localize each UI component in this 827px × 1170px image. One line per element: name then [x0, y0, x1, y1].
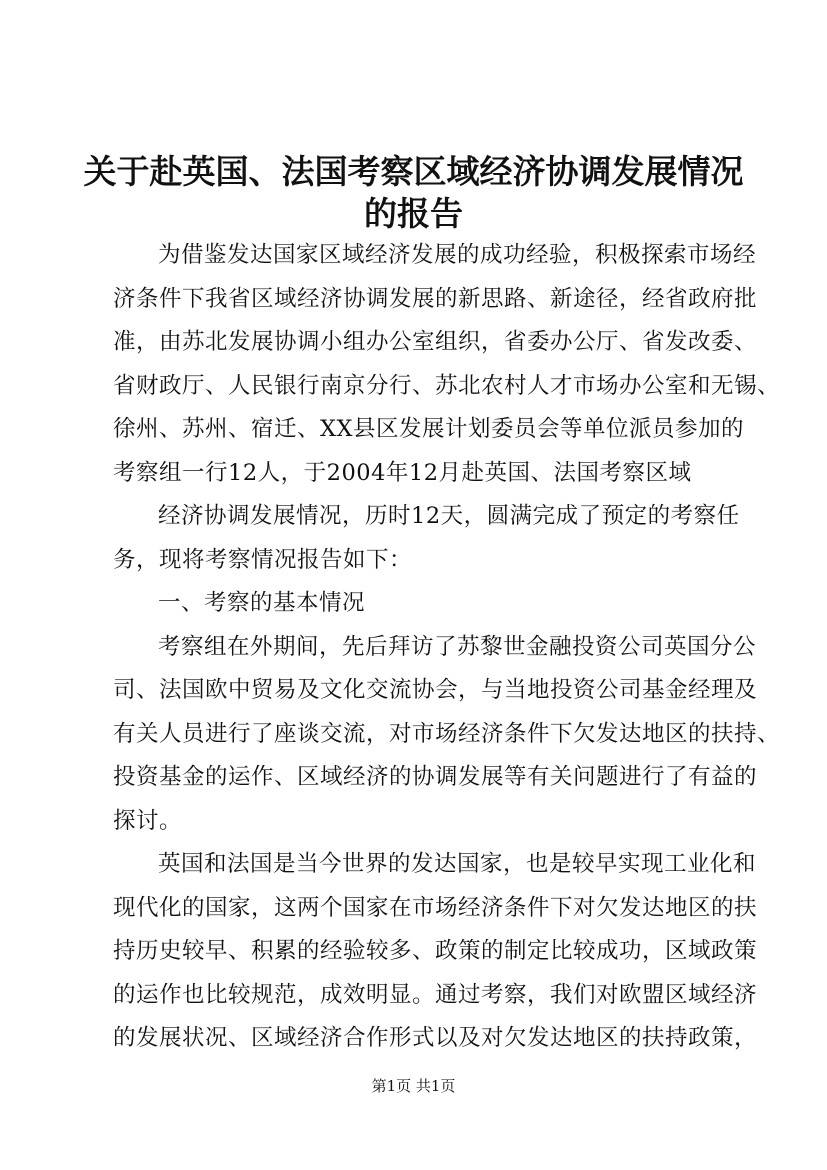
paragraph-line: 准，由苏北发展协调小组办公室组织，省委办公厅、省发改委、	[113, 329, 758, 355]
document-title-line-1: 关于赴英国、法国考察区域经济协调发展情况	[83, 152, 744, 191]
paragraph-line: 投资基金的运作、区域经济的协调发展等有关问题进行了有益的	[113, 764, 758, 790]
paragraph-line: 现代化的国家，这两个国家在市场经济条件下对欠发达地区的扶	[113, 895, 758, 921]
paragraph-line: 司、法国欧中贸易及文化交流协会，与当地投资公司基金经理及	[113, 677, 758, 703]
paragraph-line: 持历史较早、积累的经验较多、政策的制定比较成功，区域政策	[113, 938, 758, 964]
paragraph-line: 为借鉴发达国家区域经济发展的成功经验，积极探索市场经	[158, 242, 757, 268]
paragraph-line: 的运作也比较规范，成效明显。通过考察，我们对欧盟区域经济	[113, 982, 758, 1008]
paragraph-line: 考察组在外期间，先后拜访了苏黎世金融投资公司英国分公	[158, 634, 757, 660]
section-heading: 一、考察的基本情况	[158, 590, 366, 616]
paragraph-line: 经济协调发展情况，历时12天，圆满完成了预定的考察任	[158, 503, 740, 529]
page-number-footer: 第1页 共1页	[371, 1077, 456, 1095]
paragraph-line: 有关人员进行了座谈交流，对市场经济条件下欠发达地区的扶持、	[113, 721, 781, 747]
paragraph-line: 务，现将考察情况报告如下：	[113, 547, 413, 573]
paragraph-line: 省财政厅、人民银行南京分行、苏北农村人才市场办公室和无锡、	[113, 373, 781, 399]
paragraph-line: 英国和法国是当今世界的发达国家，也是较早实现工业化和	[158, 851, 757, 877]
paragraph-line: 考察组一行12人，于2004年12月赴英国、法国考察区域	[113, 460, 692, 486]
document-title-line-2: 的报告	[364, 194, 463, 233]
paragraph-line: 探讨。	[113, 808, 183, 834]
paragraph-line: 徐州、苏州、宿迁、XX县区发展计划委员会等单位派员参加的	[113, 416, 745, 442]
paragraph-line: 的发展状况、区域经济合作形式以及对欠发达地区的扶持政策，	[113, 1025, 758, 1051]
paragraph-line: 济条件下我省区域经济协调发展的新思路、新途径，经省政府批	[113, 286, 758, 312]
